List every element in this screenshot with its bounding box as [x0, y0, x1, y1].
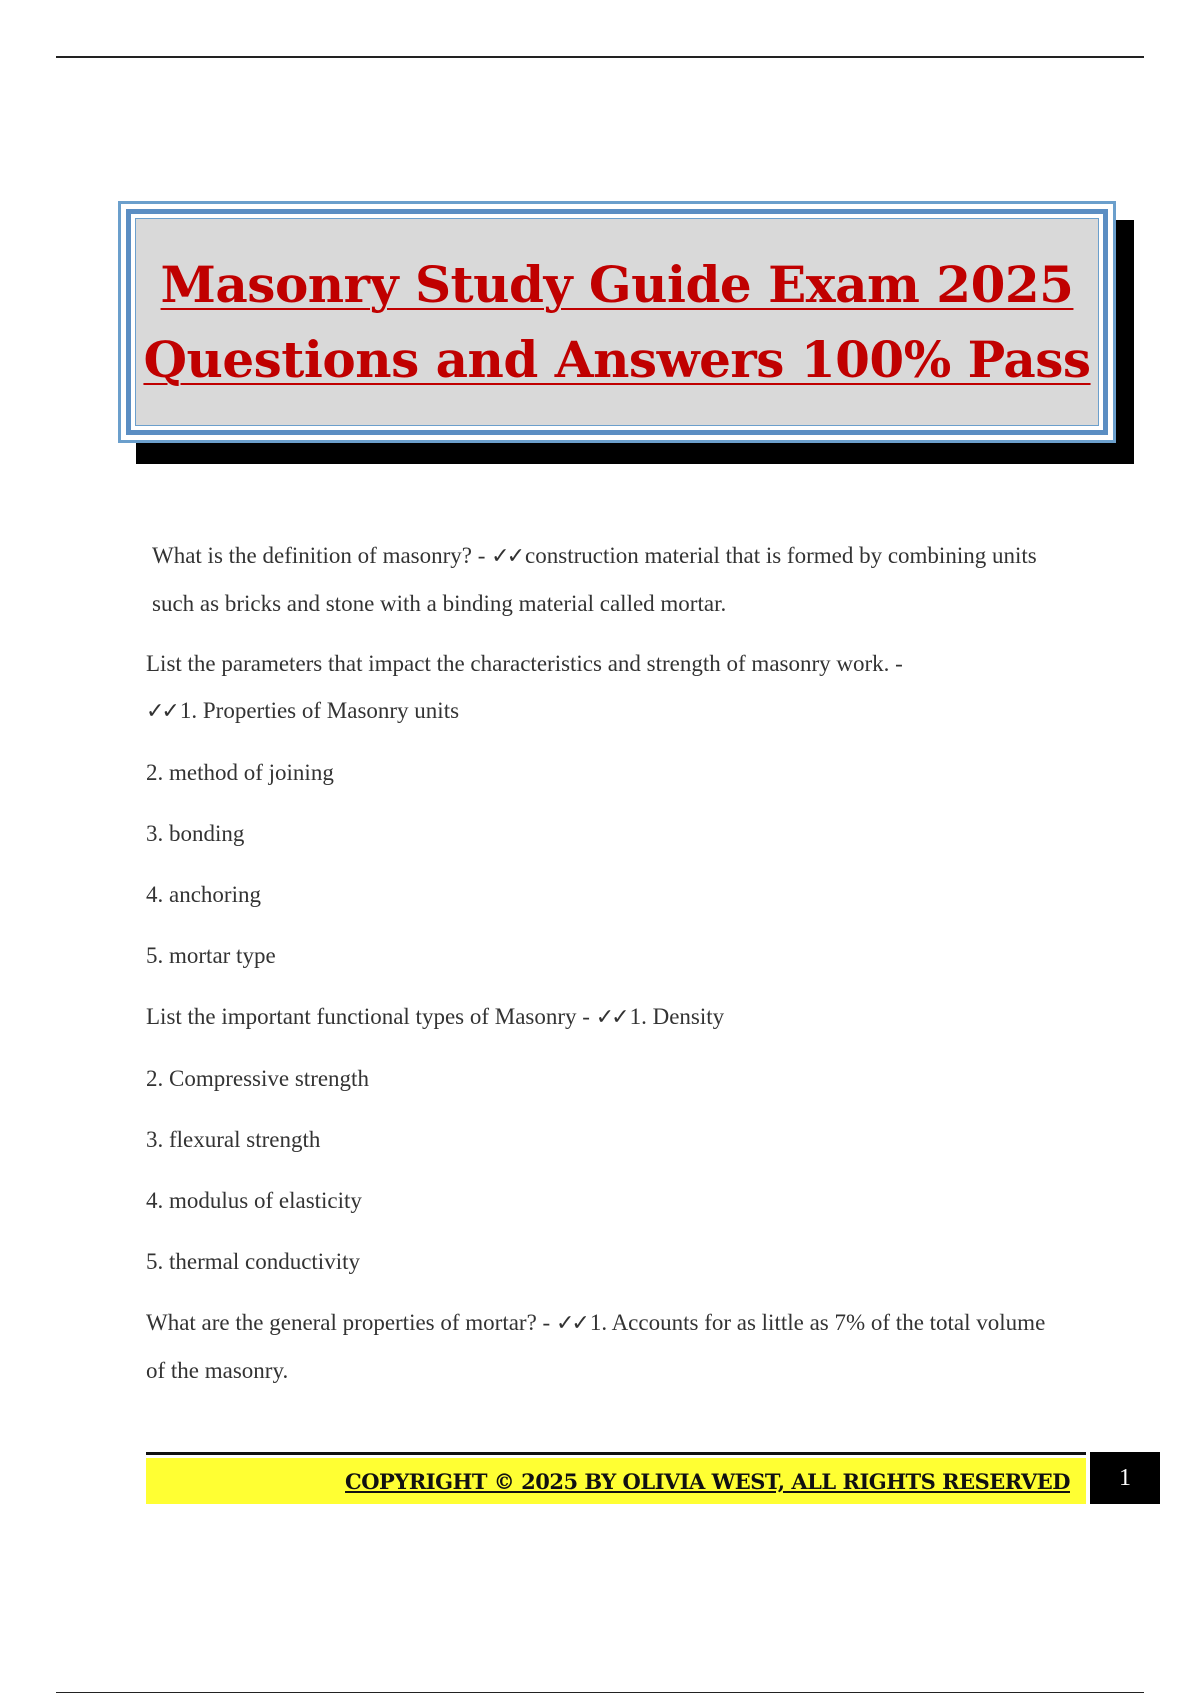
list-item: 3. bonding [146, 821, 245, 846]
question-text: List the important functional types of Masonry - [146, 1004, 596, 1029]
qa-entry-4 [146, 1299, 1066, 1394]
answer-text: 1. Accounts for as little as 7% of the total volume of the masonry. [146, 1310, 1046, 1383]
list-item: 4. anchoring [146, 882, 261, 907]
footer-copyright-bar [146, 1458, 1086, 1504]
list-item: 5. thermal conductivity [146, 1249, 360, 1274]
list-item: 2. Compressive strength [146, 1066, 369, 1091]
qa-entry-3 [146, 993, 1066, 1041]
top-rule [56, 56, 1144, 58]
check-mark-icon: ✓✓ [595, 1005, 627, 1030]
title-line-2: Questions and Answers 100% Pass [143, 330, 1091, 389]
list-item: 4. modulus of elasticity [146, 1188, 362, 1213]
question-text: What are the general properties of mortar? - [146, 1310, 556, 1335]
title-box [118, 201, 1116, 443]
list-item: 5. mortar type [146, 943, 276, 968]
check-mark-icon: ✓✓ [491, 544, 523, 569]
qa-entry-2 [146, 640, 1066, 735]
qa-entry-1 [146, 532, 1066, 627]
question-text: What is the definition of masonry? - [152, 543, 492, 568]
page-number: 1 [1090, 1452, 1160, 1504]
answer-text: 1. Properties of Masonry units [179, 698, 460, 723]
list-item: 3. flexural strength [146, 1127, 321, 1152]
answer-text: 1. Density [629, 1004, 725, 1029]
answer-text: construction material that is formed by combining units such as bricks and stone with a binding material called mortar. [152, 543, 1037, 616]
check-mark-icon: ✓✓ [146, 699, 177, 724]
check-mark-icon: ✓✓ [555, 1311, 587, 1336]
bottom-rule [56, 1692, 1144, 1693]
footer-rule [146, 1452, 1086, 1455]
title-box-inner-border [126, 209, 1108, 435]
question-text: List the parameters that impact the characteristics and strength of masonry work. - [146, 651, 903, 676]
title-box-fill [135, 218, 1099, 426]
list-item: 2. method of joining [146, 760, 334, 785]
copyright-text: COPYRIGHT © 2025 BY OLIVIA WEST, ALL RIGHTS RESERVED [345, 1468, 1070, 1494]
title-line-1: Masonry Study Guide Exam 2025 [160, 255, 1074, 314]
qa-content [146, 532, 1066, 1394]
